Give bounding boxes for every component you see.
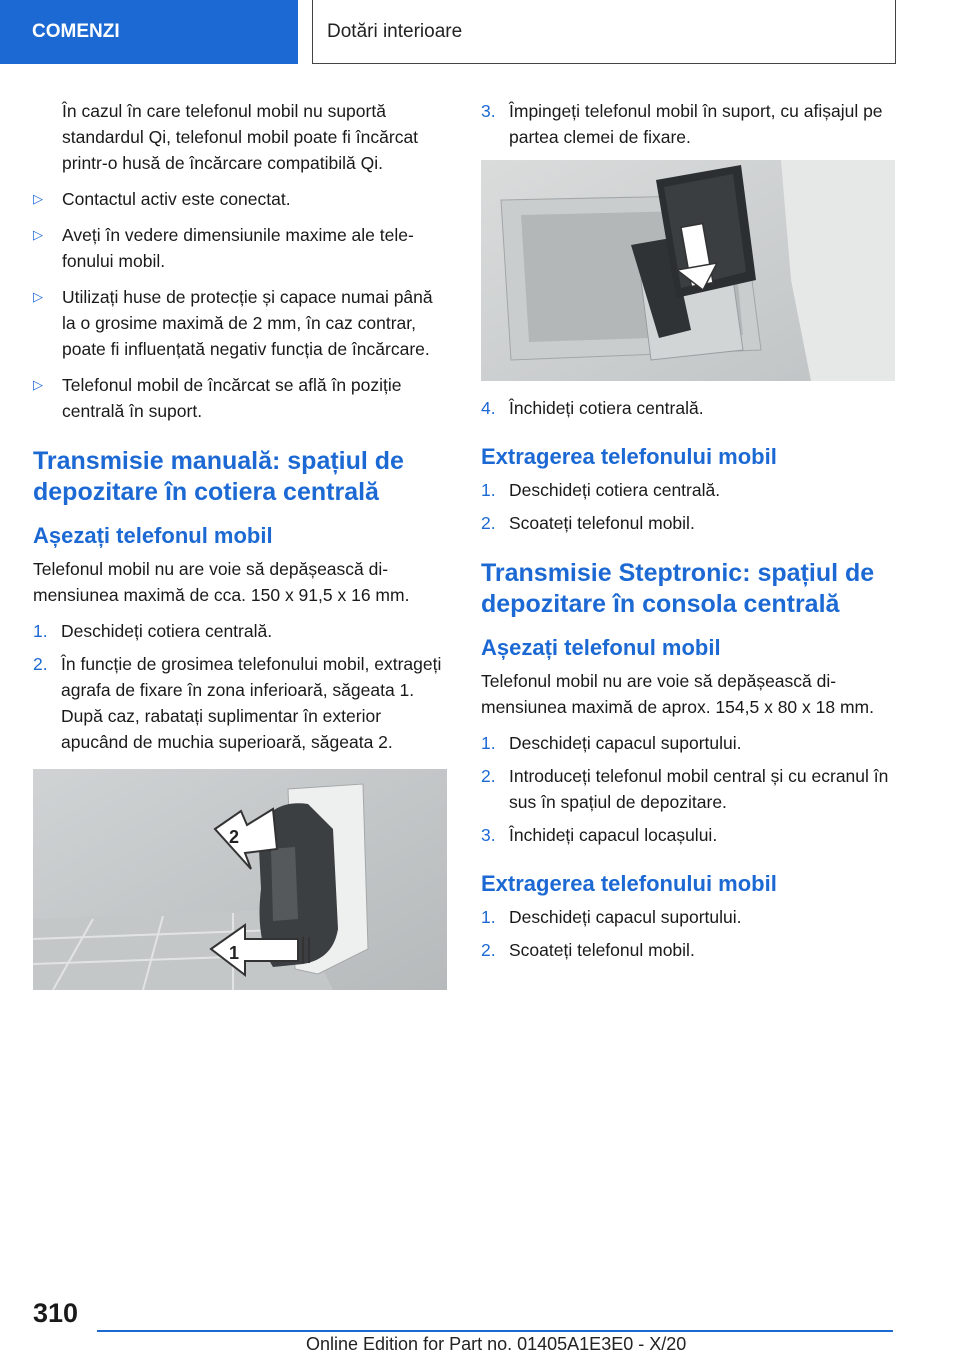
subheading-place-phone: Așezați telefonul mobil — [33, 523, 273, 548]
dimension-paragraph: Telefonul mobil nu are voie să depășească dimensiunea maximă de cca. 150 x 91,5 x 16 mm. — [33, 559, 410, 605]
list-item: ▷ Utilizați huse de protecție și capace numai până la o grosime maximă de 2 mm, în caz contrar, poate fi influențată negativ funcția de încărcare. — [33, 284, 443, 362]
subheading-remove-phone: Extragerea telefonului mobil — [481, 871, 777, 896]
list-item: 2. Introduceți telefonul mobil central și cu ecranul în sus în spațiul de depozitare. — [481, 766, 889, 812]
dimension-paragraph: Telefonul mobil nu are voie să depășească dimensiunea maximă de aprox. 154,5 x 80 x 18 mm. — [481, 671, 874, 717]
header-section-tab: COMENZI — [0, 0, 298, 64]
steps-list — [481, 904, 892, 963]
list-item: 3. Împingeți telefonul mobil în suport, cu afișajul pe partea clemei de fixare. — [481, 101, 883, 147]
steps-list — [481, 477, 892, 536]
footer-divider — [97, 1330, 893, 1332]
list-item: ▷ Contactul activ este conectat. — [33, 186, 443, 212]
steps-list — [481, 730, 892, 848]
figure-arrow-1-label: 1 — [229, 943, 240, 963]
list-item: 2. În funcție de grosimea telefonului mobil, extrageți agrafa de fixare în zona inferioară, săgeata 1. După caz, rabatați suplimentar în exterior apucând de muchia superioară, săgeata 2. — [33, 654, 442, 752]
subheading-remove-phone: Extragerea telefonului mobil — [481, 444, 777, 469]
figure-phone-insert — [481, 160, 895, 381]
list-item: 3. Închideți capacul locașului. — [481, 825, 718, 845]
steps-list — [481, 98, 892, 150]
steps-list — [33, 618, 443, 755]
intro-paragraph: În cazul în care telefonul mobil nu suportă standardul Qi, telefonul mobil poate fi încărcat printr-o husă de încărcare compatibilă Qi. — [62, 101, 419, 173]
triangle-bullet-icon: ▷ — [33, 227, 43, 242]
list-item: ▷ Aveți în vedere dimensiunile maxime ale telefonului mobil. — [33, 222, 443, 274]
list-item: 2. Scoateți telefonul mobil. — [481, 940, 695, 960]
section-heading-manual: Transmisie manuală: spațiul de depozitare în cotiera centrală — [33, 447, 404, 506]
list-item: ▷ Telefonul mobil de încărcat se află în poziție centrală în suport. — [33, 372, 443, 424]
list-item: 4. Închideți cotiera centrală. — [481, 398, 704, 418]
page-number: 310 — [33, 1298, 79, 1328]
figure-armrest-clip — [33, 769, 447, 990]
steps-list — [481, 395, 892, 421]
list-item: 2. Scoateți telefonul mobil. — [481, 513, 695, 533]
requirements-list — [33, 186, 443, 424]
figure-arrow-2-label: 2 — [229, 827, 240, 847]
header-chapter-title: Dotări interioare — [312, 0, 896, 64]
triangle-bullet-icon: ▷ — [33, 377, 43, 392]
list-item: 1. Deschideți capacul suportului. — [481, 907, 742, 927]
right-column — [481, 98, 892, 973]
list-item: 1. Deschideți cotiera centrală. — [33, 621, 273, 641]
list-item: 1. Deschideți capacul suportului. — [481, 733, 742, 753]
left-column — [33, 98, 443, 1004]
subheading-place-phone: Așezați telefonul mobil — [481, 635, 721, 660]
list-item: 1. Deschideți cotiera centrală. — [481, 480, 721, 500]
triangle-bullet-icon: ▷ — [33, 191, 43, 206]
triangle-bullet-icon: ▷ — [33, 289, 43, 304]
section-heading-steptronic: Transmisie Steptronic: spațiul de depozitare în consola centrală — [481, 559, 875, 618]
footer-edition-text: Online Edition for Part no. 01405A1E3E0 - X/20 — [306, 1334, 687, 1354]
